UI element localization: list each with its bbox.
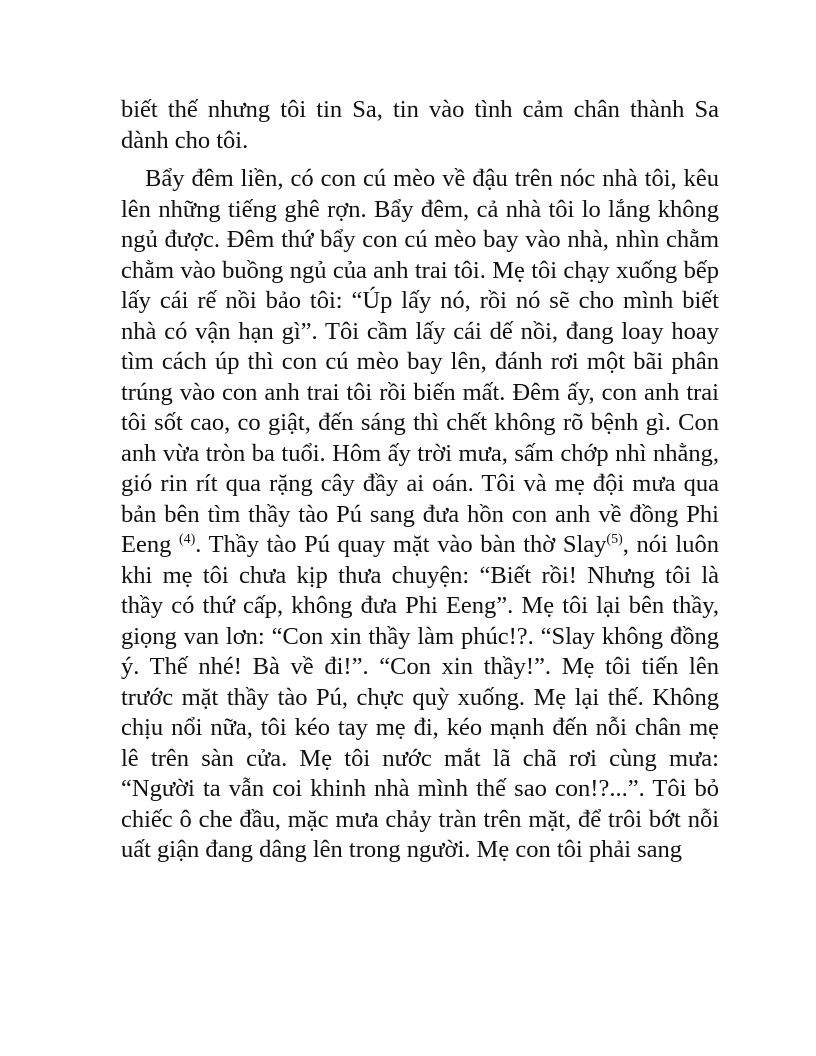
footnote-marker-4[interactable]: (4) <box>178 532 196 547</box>
paragraph-continuation: biết thế nhưng tôi tin Sa, tin vào tình cảm chân thành Sa dành cho tôi. <box>121 96 719 154</box>
book-page <box>121 95 719 866</box>
footnote-marker-5[interactable]: (5) <box>606 532 623 547</box>
paragraph-text-part-3: , nói luôn khi mẹ tôi chưa kịp thưa chuyện: “Biết rồi! Nhưng tôi là thầy có thứ cấp, không đưa Phi Eeng”. Mẹ tôi lại bên thầy, giọng van lơn: “Con xin thầy làm phúc!?. “Slay không đồng ý. Thế nhé! Bà về đi!”. “Con xin thầy!”. Mẹ tôi tiến lên trước mặt thầy tào Pú, chực quỳ xuống. Mẹ lại thế. Không chịu nổi nữa, tôi kéo tay mẹ đi, kéo mạnh đến nỗi chân mẹ lê trên sàn cửa. Mẹ tôi nước mắt lã chã rơi cùng mưa: “Người ta vẫn coi khinh nhà mình thế sao con!?...”. Tôi bỏ chiếc ô che đầu, mặc mưa chảy tràn trên mặt, để trôi bớt nỗi uất giận đang dâng lên trong người. Mẹ con tôi phải sang <box>121 531 719 863</box>
paragraph-text-part-2: . Thầy tào Pú quay mặt vào bàn thờ Slay <box>195 531 607 558</box>
paragraph-text-part-1: Bẩy đêm liền, có con cú mèo về đậu trên nóc nhà tôi, kêu lên những tiếng ghê rợn. Bẩy đêm, cả nhà tôi lo lắng không ngủ được. Đêm thứ bẩy con cú mèo bay vào nhà, nhìn chằm chằm vào buồng ngủ của anh trai tôi. Mẹ tôi chạy xuống bếp lấy cái rế nồi bảo tôi: “Úp lấy nó, rồi nó sẽ cho mình biết nhà có vận hạn gì”. Tôi cầm lấy cái dế nồi, đang loay hoay tìm cách úp thì con cú mèo bay lên, đánh rơi một bãi phân trúng vào con anh trai tôi rồi biến mất. Đêm ấy, con anh trai tôi sốt cao, co giật, đến sáng thì chết không rõ bệnh gì. Con anh vừa tròn ba tuổi. Hôm ấy trời mưa, sấm chớp nhì nhằng, gió rin rít qua rặng cây đầy ai oán. Tôi và mẹ đội mưa qua bản bên tìm thầy tào Pú sang đưa hồn con anh về đồng Phi Eeng <box>121 165 719 558</box>
paragraph-owl-story <box>121 164 719 866</box>
